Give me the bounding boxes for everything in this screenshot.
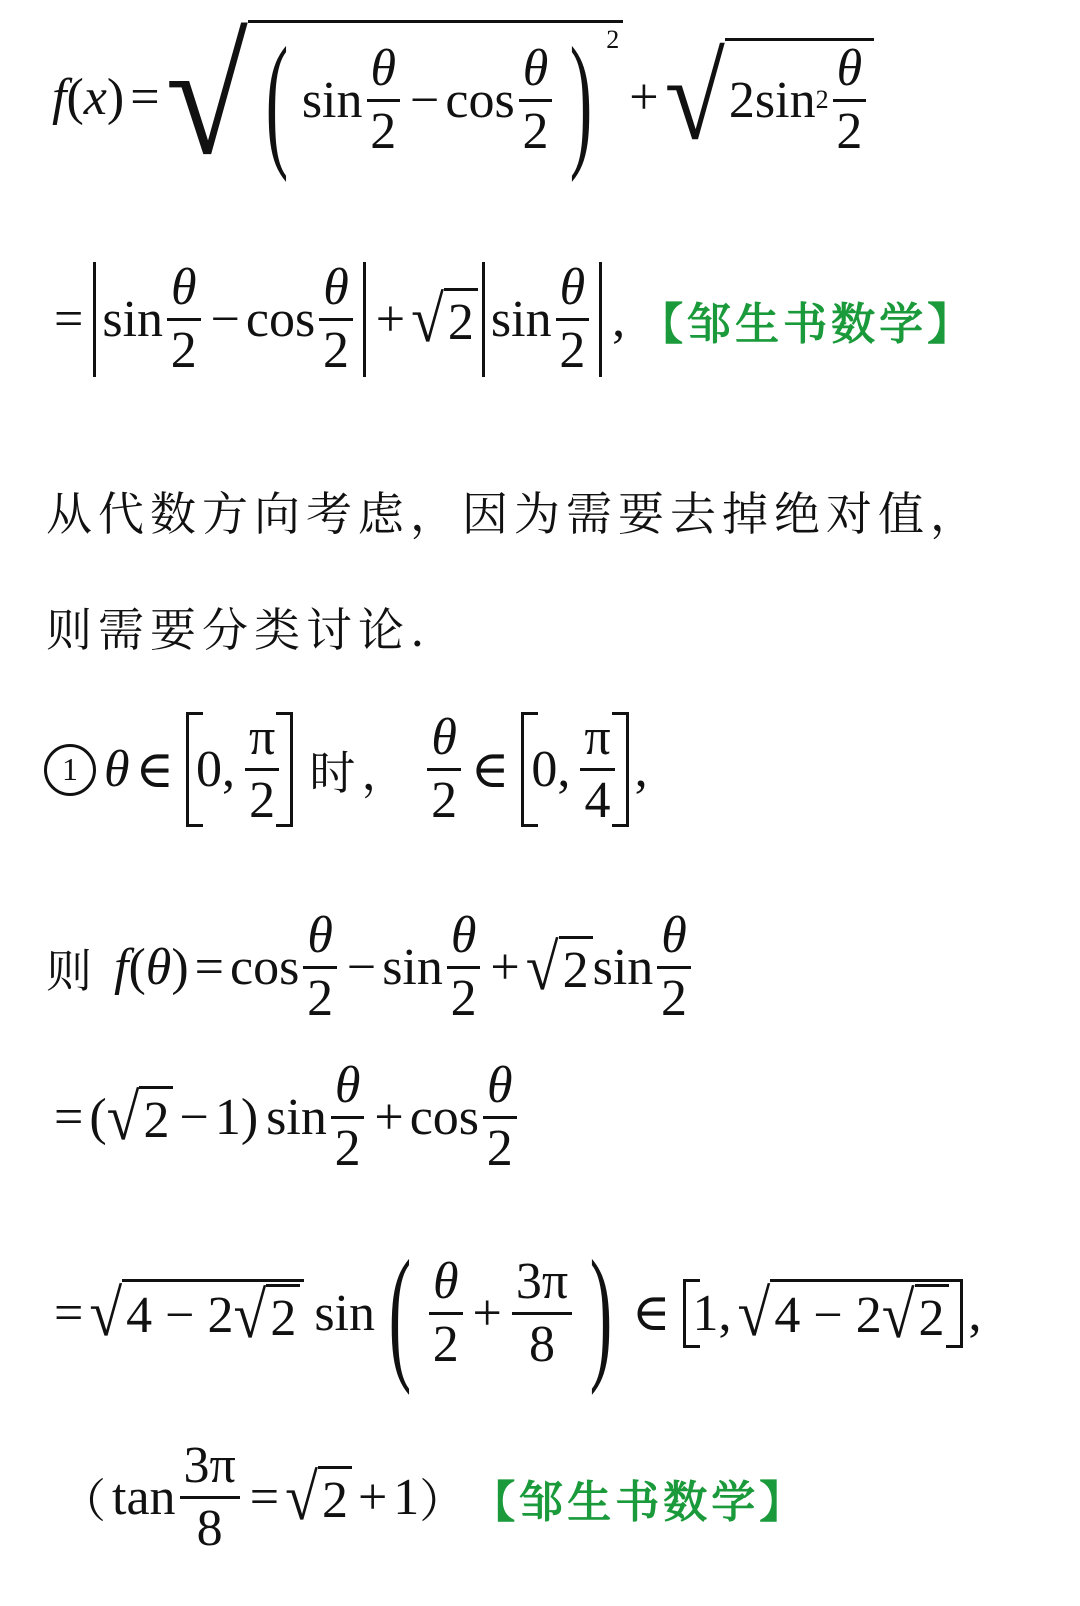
sqrt-1-body: ( sin $\frac{\theta}{2}$ − cos $\frac{\theta}{2}$ ) $^2$ xyxy=(248,20,623,175)
frac-theta-2: $\frac{\theta}{2}$ xyxy=(833,43,867,158)
rewrite-line: = ( √ 2 − 1 ) sin $\frac{\theta}{2}$ + cos $\frac{\theta}{2}$ xyxy=(48,1060,521,1175)
brand-tag: 【邹生书数学】 xyxy=(639,298,976,350)
equals: = xyxy=(130,69,160,126)
radical-sign: √ xyxy=(165,6,248,189)
big-paren-open: ( xyxy=(265,17,289,183)
cos-label: cos xyxy=(445,71,515,129)
f-theta-line: 则 f ( θ ) = cos $\frac{\theta}{2}$ − sin $\frac{\theta}{2}$ + √ 2 sin $\frac{\theta}{2}$ xyxy=(46,910,695,1025)
eq-line-1: f ( x ) = √ ( sin $\frac{\theta}{2}$ − cos $\frac{\theta}{2}$ ) $^2$ + √ 2sin 2 $\frac{\theta}{2}$ xyxy=(52,20,874,175)
sin-label: sin xyxy=(301,71,363,129)
brand-tag-bottom: 【邹生书数学】 xyxy=(471,1476,808,1528)
big-paren-close: ) xyxy=(569,17,593,183)
abs-2: sin $\frac{\theta}{2}$ xyxy=(482,262,602,377)
tan-note-line: （ tan $\frac{3\pi}{8}$ = √ 2 + 1 ） 【邹生书数学】 xyxy=(60,1437,808,1557)
paragraph-1: 从代数方向考虑，因为需要去掉绝对值， xyxy=(46,487,982,541)
circled-one-icon: 1 xyxy=(44,744,96,796)
exponent: 2 xyxy=(606,25,620,54)
interval-1: 0 , $\frac{\pi}{2}$ xyxy=(186,712,293,827)
range-line: = √ 4 − 2 √ 2 sin ( $\frac{\theta}{2}$ + $\frac{3\pi}{8}$ ) ∈ 1 , √ 4 − 2 √ 2 , xyxy=(54,1230,982,1396)
paragraph-2: 则需要分类讨论. xyxy=(46,603,431,657)
case-1-line: 1 θ ∈ 0 , $\frac{\pi}{2}$ 时， $\frac{\theta}{2}$ ∈ 0 , $\frac{\pi}{4}$ , xyxy=(44,712,648,827)
frac-theta-2: $\frac{\theta}{2}$ xyxy=(367,43,401,158)
paren-open: ( xyxy=(66,69,84,126)
abs-1: sin $\frac{\theta}{2}$ − cos $\frac{\theta}{2}$ xyxy=(93,262,365,377)
func-f: f xyxy=(52,69,67,126)
sqrt-2: √ 2sin 2 $\frac{\theta}{2}$ xyxy=(665,38,875,158)
eq-line-2: = sin $\frac{\theta}{2}$ − cos $\frac{\theta}{2}$ + √ 2 sin $\frac{\theta}{2}$ , 【邹生书数学】 xyxy=(54,259,976,379)
interval-2: 0 , $\frac{\pi}{4}$ xyxy=(521,712,628,827)
range-interval: 1 , √ 4 − 2 √ 2 xyxy=(683,1279,963,1348)
var-x: x xyxy=(83,69,107,126)
paren-close: ) xyxy=(106,69,125,126)
frac-theta-2: $\frac{\theta}{2}$ xyxy=(519,43,553,158)
